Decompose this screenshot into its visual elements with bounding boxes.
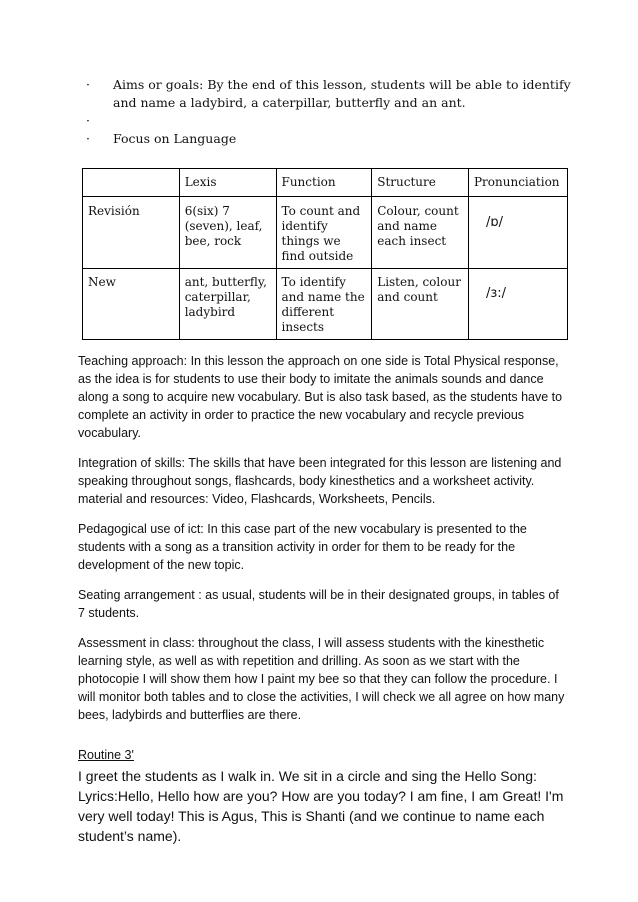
table-cell: Colour, count and name each insect [372, 197, 469, 269]
aims-text: Aims or goals: By the end of this lesson, students will be able to identify and name a ladybird, a caterpillar, butterfly and an ant. [113, 77, 571, 110]
table-cell: 6(six) 7 (seven), leaf, bee, rock [179, 197, 276, 269]
table-cell: To identify and name the different insects [276, 269, 372, 340]
body-text [78, 352, 566, 858]
table-cell: To count and identify things we find outside [276, 197, 372, 269]
bullet-aims [86, 76, 576, 112]
table-cell: Listen, colour and count [372, 269, 469, 340]
routine-title: Routine 3' [78, 748, 134, 762]
table-header-row [83, 169, 568, 197]
integration-paragraph: Integration of skills: The skills that have been integrated for this lesson are listening and speaking throughout songs, flashcards, body kinesthetics and a worksheet activity. [78, 456, 562, 488]
header-cell: Function [276, 169, 372, 197]
table-row [83, 197, 568, 269]
header-cell: Pronunciation [468, 169, 567, 197]
seating-paragraph: Seating arrangement : as usual, students will be in their designated groups, in tables of 7 students. [78, 588, 559, 620]
table-cell [468, 197, 567, 269]
table-cell [468, 269, 567, 340]
teaching-approach-paragraph: Teaching approach: In this lesson the approach on one side is Total Physical response, as the idea is for students to use their body to imitate the animals sounds and dance along a song to acquire new vocabulary. But is also task based, as the students have to complete an activity in order to practice the new vocabulary and recycle previous vocabulary. [78, 354, 563, 440]
header-cell: Structure [372, 169, 469, 197]
pronunciation-text: /ɜ:/ [485, 286, 507, 301]
table-cell: New [83, 269, 180, 340]
materials-paragraph: material and resources: Video, Flashcards, Worksheets, Pencils. [78, 492, 436, 506]
bullet-marker: · [86, 131, 90, 146]
bullet-marker: · [86, 113, 90, 128]
assessment-paragraph: Assessment in class: throughout the class, I will assess students with the kinesthetic learning style, as well as with repetition and drilling. As soon as we start with the photocopie I will show them how I paint my bee so that they can follow the procedure. I will monitor both tables and to close the activities, I will check we all agree on how many bees, ladybirds and butterflies are there. [78, 636, 565, 722]
bullet-empty [86, 112, 576, 130]
bullet-list [86, 76, 576, 148]
bullet-focus [86, 130, 576, 148]
language-table [82, 168, 568, 340]
pronunciation-text: /ɒ/ [485, 215, 503, 230]
table-cell: Revisión [83, 197, 180, 269]
focus-text: Focus on Language [113, 131, 237, 146]
table-row [83, 269, 568, 340]
bullet-marker: · [86, 77, 90, 92]
header-cell: Lexis [179, 169, 276, 197]
routine-paragraph: I greet the students as I walk in. We sit in a circle and sing the Hello Song: Lyrics:Hello, Hello how are you? How are you today? I am fine, I am Great! I'm very well today! This is Agus, This is Shanti (and we continue to name each student’s name). [78, 768, 564, 844]
table-cell: ant, butterfly, caterpillar, ladybird [179, 269, 276, 340]
pedagogical-paragraph: Pedagogical use of ict: In this case part of the new vocabulary is presented to the students with a song as a transition activity in order for them to be ready for the development of the new topic. [78, 522, 527, 572]
header-cell [83, 169, 180, 197]
